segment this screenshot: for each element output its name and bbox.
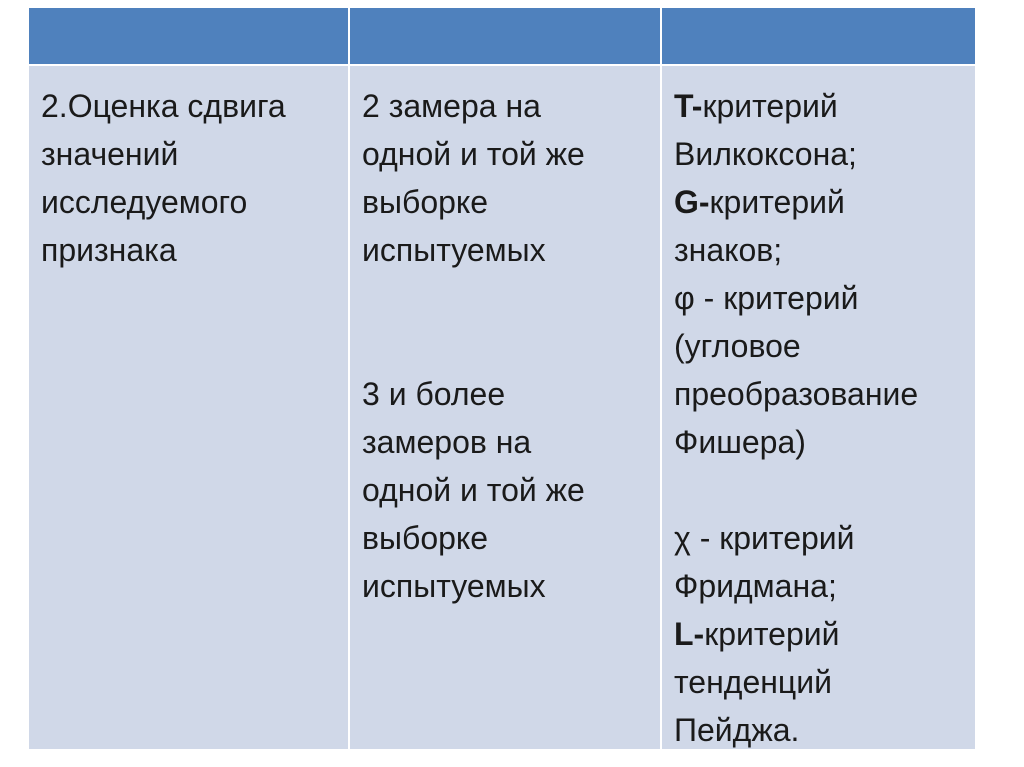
header-cell-3 [662,8,975,64]
criterion-t [674,82,963,178]
criterion-phi: φ - критерий (угловое преобразование Фишера) [674,280,919,460]
methods-table [29,8,975,749]
criterion-l-letter: L- [674,616,705,652]
criterion-l-text: критерий тенденций Пейджа. [674,616,840,748]
task-cell [29,66,348,749]
criterion-g [674,178,963,274]
criterion-g-text: критерий знаков; [674,184,845,268]
criterion-g-letter: G- [674,184,710,220]
measurement-cell [350,66,660,749]
header-cell-2 [350,8,660,64]
spacer [362,274,648,370]
measurement-two-text: 2 замера на одной и той же выборке испытуемых [362,88,585,268]
table-header-row [29,8,975,64]
table-row [29,66,975,749]
criterion-t-letter: T- [674,88,703,124]
spacer [674,466,963,514]
header-cell-1 [29,8,348,64]
criterion-l [674,610,963,754]
measurement-three-text: 3 и более замеров на одной и той же выборке испытуемых [362,376,585,604]
criterion-t-text: критерий Вилкоксона; [674,88,857,172]
criteria-cell [662,66,975,749]
criterion-chi: χ - критерий Фридмана; [674,520,855,604]
task-text: 2.Оценка сдвига значений исследуемого признака [41,88,286,268]
